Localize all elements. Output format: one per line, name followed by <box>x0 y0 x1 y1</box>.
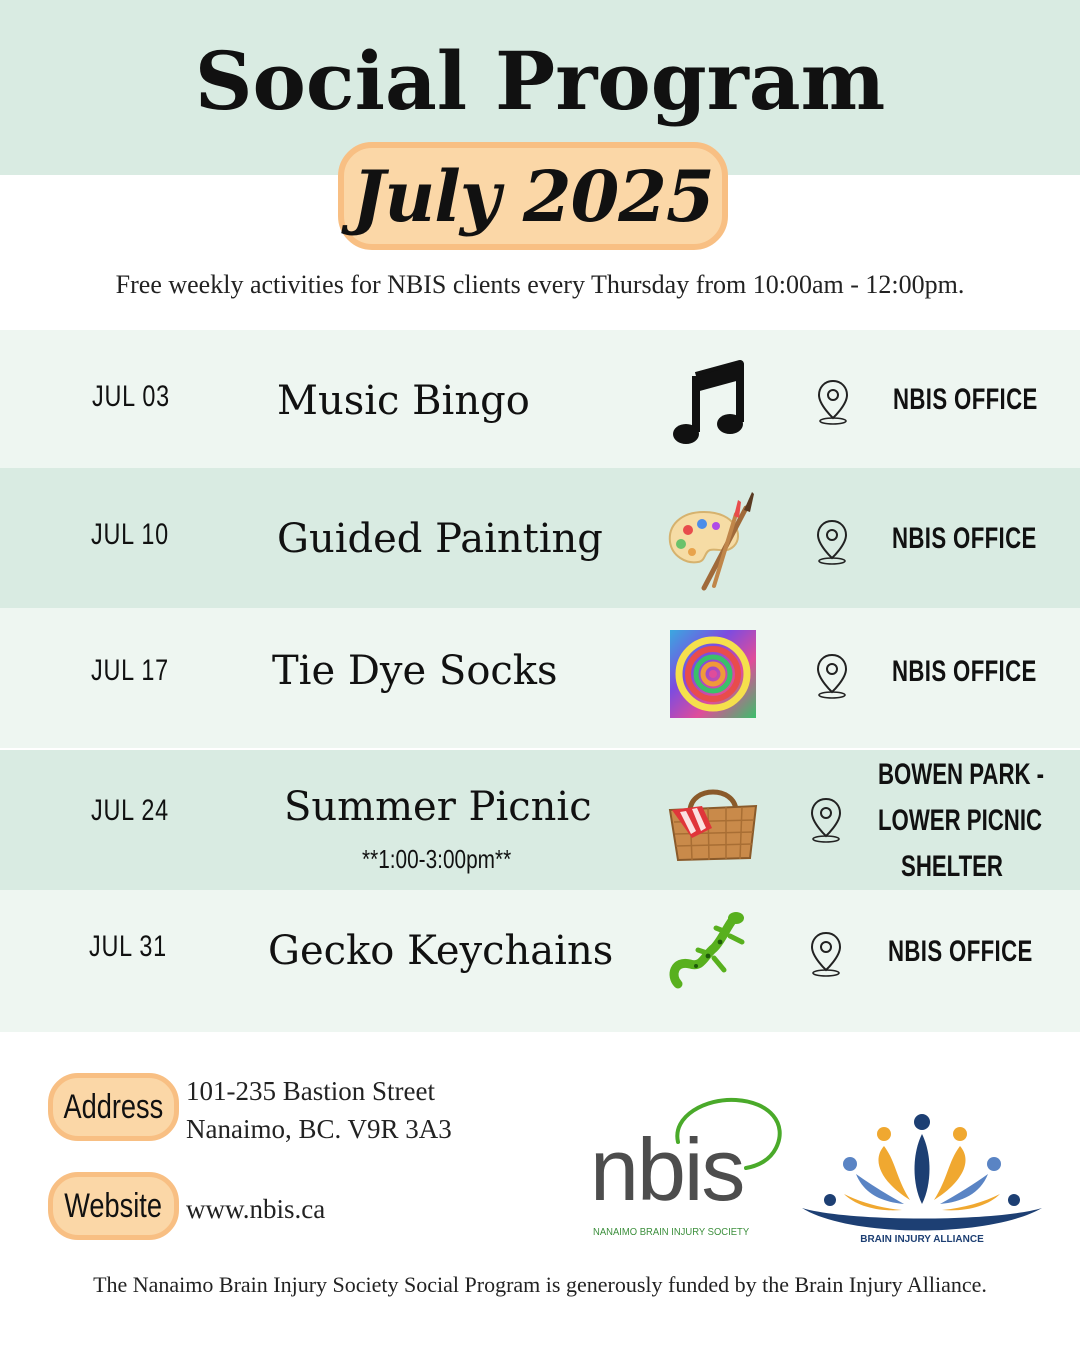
event-location-line: SHELTER <box>901 850 1003 883</box>
music-note-icon <box>664 352 760 448</box>
event-name: Gecko Keychains <box>268 928 614 974</box>
event-row <box>0 608 1080 748</box>
website-label: Website <box>64 1186 163 1225</box>
event-location: NBIS OFFICE <box>888 935 1033 968</box>
nbis-tagline: NANAIMO BRAIN INJURY SOCIETY <box>593 1226 750 1238</box>
event-date: JUL 03 <box>92 380 170 413</box>
month-badge <box>338 142 728 250</box>
gecko-icon <box>668 908 752 992</box>
address-line: Nanaimo, BC. V9R 3A3 <box>186 1114 452 1144</box>
location-pin-icon <box>814 518 850 566</box>
event-row <box>0 890 1080 1032</box>
event-date: JUL 17 <box>91 654 169 687</box>
event-name: Tie Dye Socks <box>272 648 558 694</box>
event-time-note: **1:00-3:00pm** <box>362 844 512 874</box>
schedule-subtitle: Free weekly activities for NBIS clients every Thursday from 10:00am - 12:00pm. <box>115 270 965 299</box>
funding-note: The Nanaimo Brain Injury Society Social Program is generously funded by the Brain Injury Alliance. <box>93 1272 987 1297</box>
website-link[interactable]: www.nbis.ca <box>186 1194 326 1224</box>
bia-tagline: BRAIN INJURY ALLIANCE <box>860 1234 984 1245</box>
nbis-wordmark: nbis <box>590 1120 744 1219</box>
address-line: 101-235 Bastion Street <box>186 1076 435 1106</box>
event-date: JUL 24 <box>91 794 169 827</box>
event-location: NBIS OFFICE <box>892 522 1037 555</box>
event-location <box>852 752 1052 890</box>
event-name: Guided Painting <box>277 516 603 562</box>
event-row <box>0 330 1080 470</box>
event-location: NBIS OFFICE <box>893 383 1038 416</box>
event-row <box>0 468 1080 608</box>
event-location: NBIS OFFICE <box>892 655 1037 688</box>
picnic-basket-icon <box>666 776 760 866</box>
brain-injury-alliance-emblem-icon <box>800 1104 1044 1234</box>
address-text <box>186 1072 452 1148</box>
event-date: JUL 31 <box>89 930 167 963</box>
location-pin-icon <box>808 796 844 844</box>
address-label: Address <box>63 1087 164 1126</box>
website-badge <box>48 1172 179 1240</box>
event-location-line: LOWER PICNIC <box>878 804 1043 837</box>
location-pin-icon <box>808 930 844 978</box>
page-title: Social Program <box>194 34 886 128</box>
event-name: Music Bingo <box>277 378 530 424</box>
event-name: Summer Picnic <box>284 784 592 830</box>
location-pin-icon <box>815 378 851 426</box>
location-pin-icon <box>814 652 850 700</box>
tie-dye-icon <box>670 630 756 718</box>
brain-injury-alliance-logo <box>800 1104 1044 1252</box>
address-badge <box>48 1073 179 1141</box>
paint-palette-icon <box>664 484 760 594</box>
event-row <box>0 750 1080 890</box>
event-date: JUL 10 <box>91 518 169 551</box>
month-label: July 2025 <box>352 154 714 238</box>
event-location-line: BOWEN PARK - <box>878 758 1045 791</box>
nbis-logo <box>586 1094 796 1244</box>
